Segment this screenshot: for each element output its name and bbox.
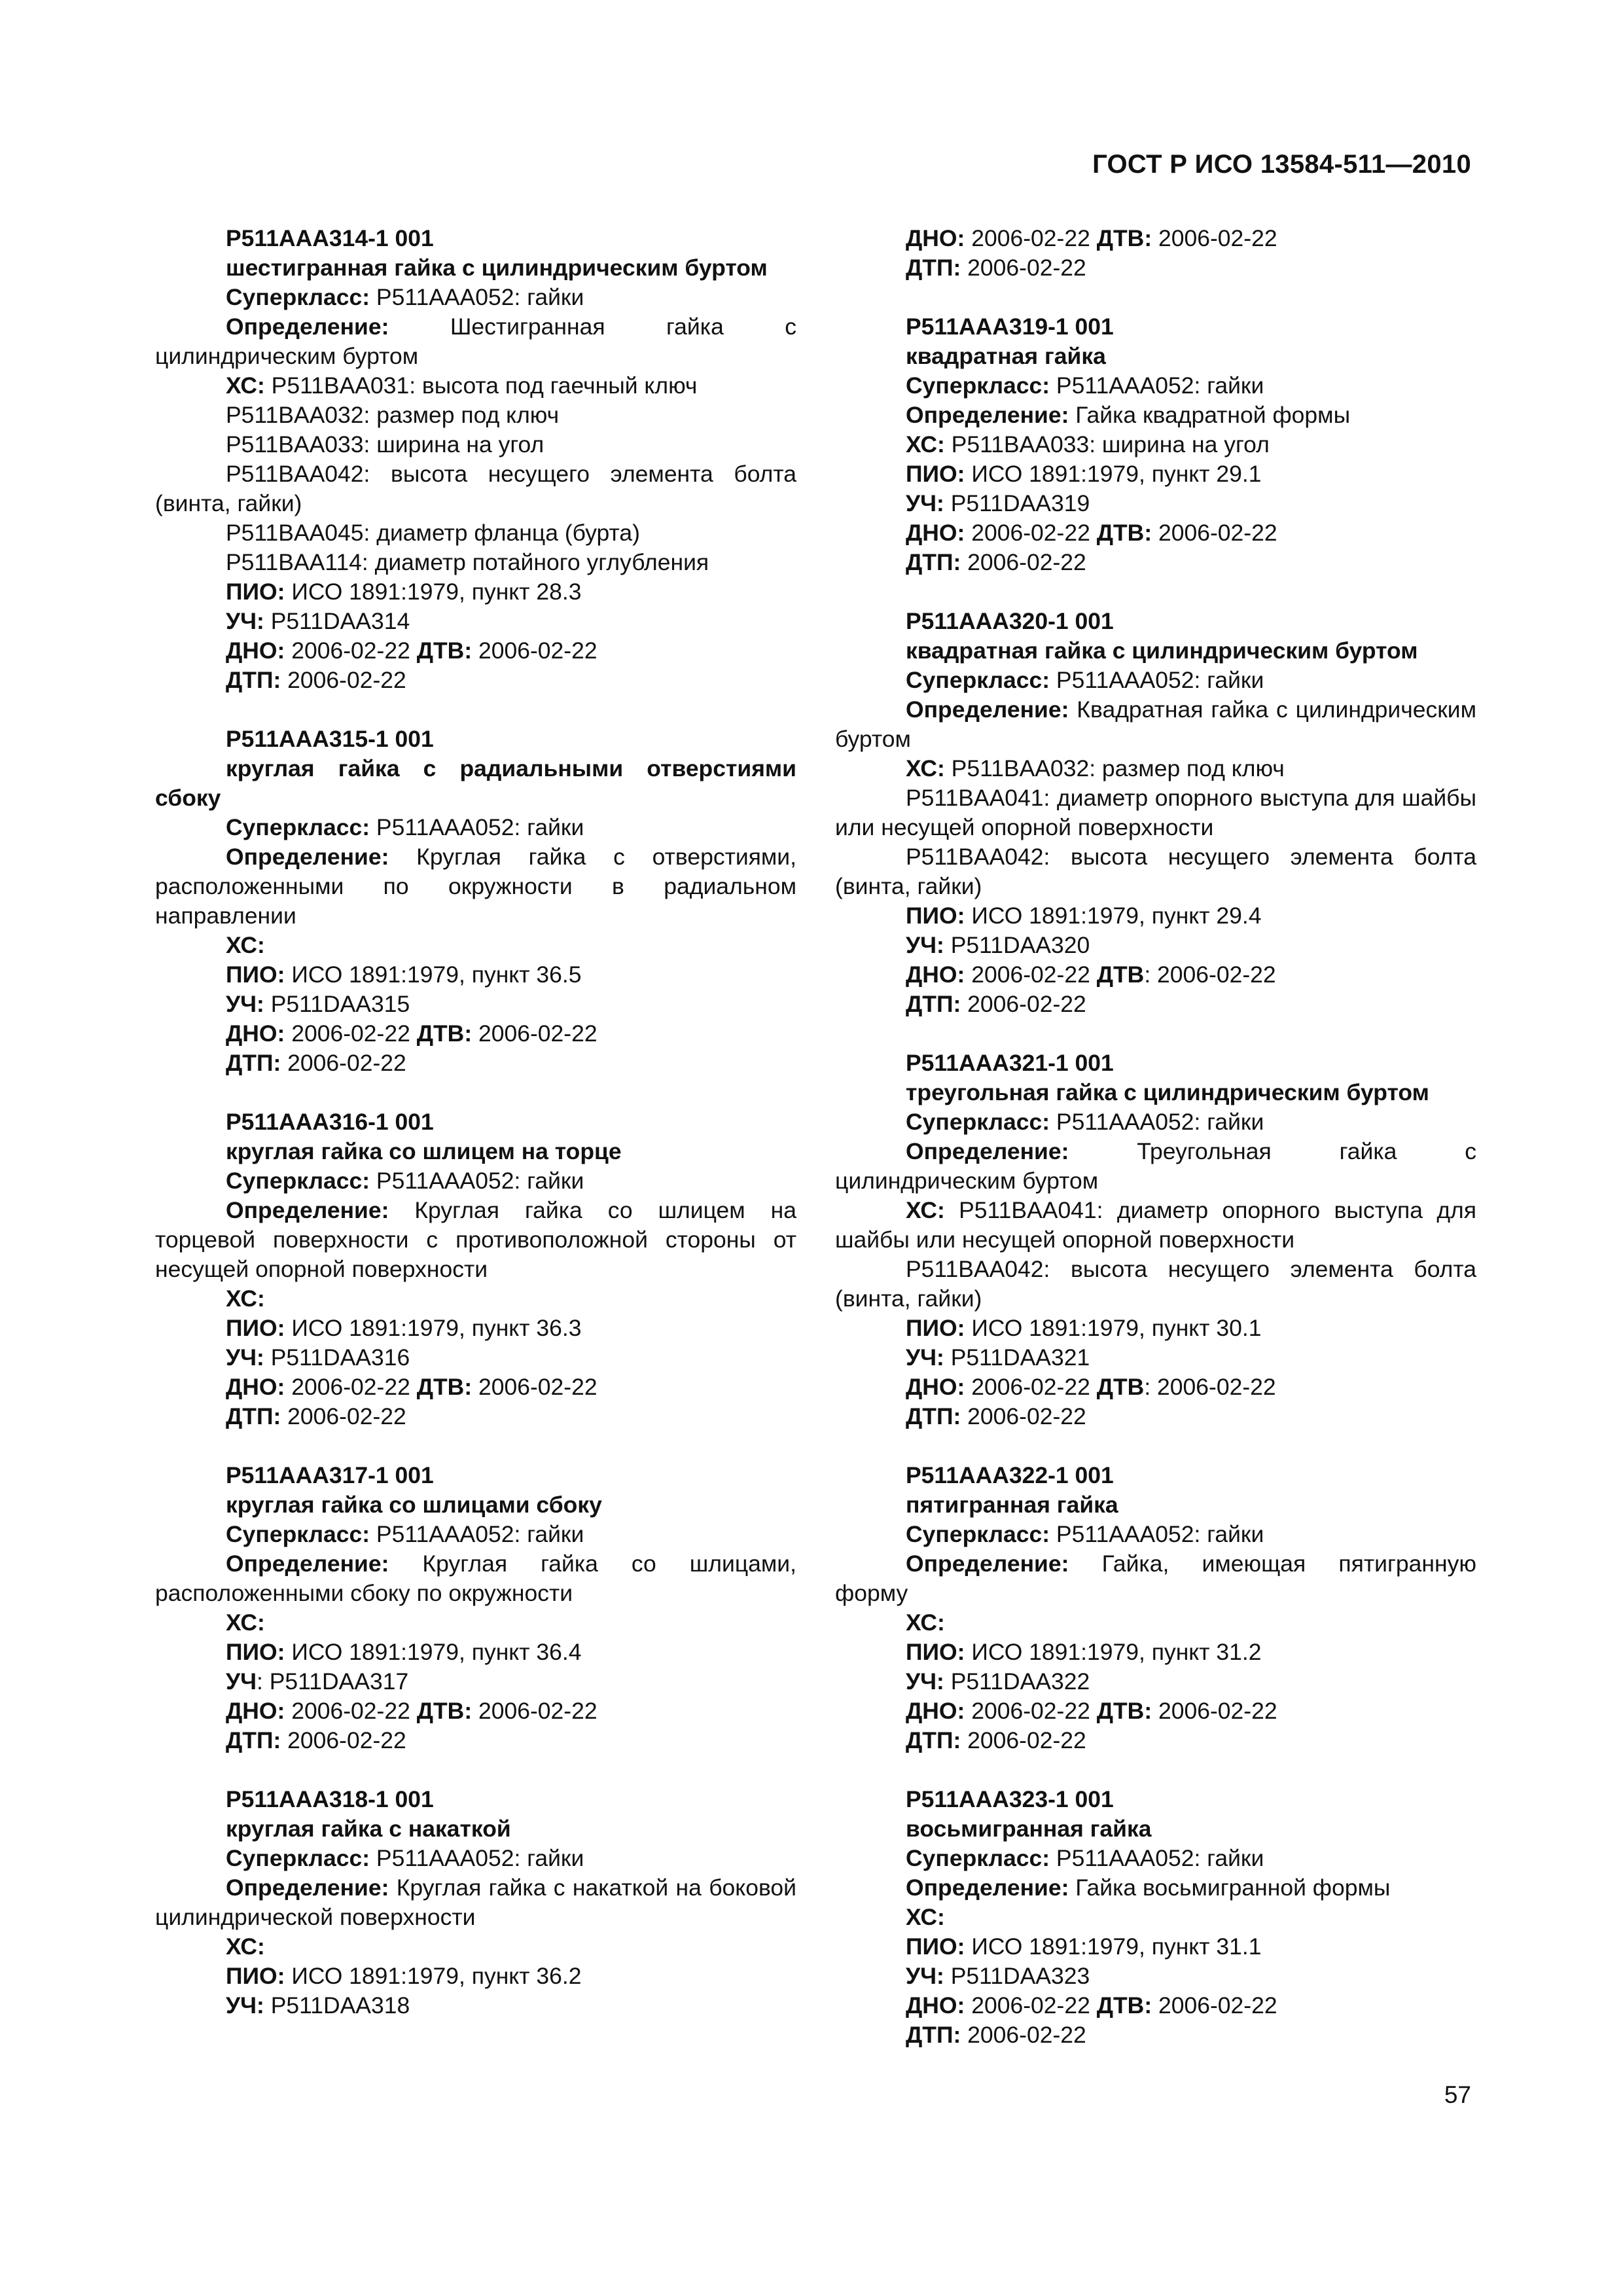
entry-p511aaa319 (835, 312, 1476, 577)
uch-line: УЧ: P511DAA319 (906, 490, 1090, 516)
entry-p511aaa320 (835, 607, 1476, 1019)
dates-line: ДНО: 2006-02-22 ДТВ: 2006-02-22 (226, 637, 597, 664)
xc-line: P511BAA041: диаметр опорного выступа для шайбы или несущей опорной поверхности (835, 785, 1476, 840)
superclass-line: Суперкласс: P511AAA052: гайки (906, 1109, 1264, 1135)
entry-continuation (835, 224, 1476, 283)
entry-code: P511AAA321-1 001 (906, 1050, 1114, 1076)
definition-line: Определение: Треугольная гайка с цилиндрическим буртом (835, 1138, 1476, 1194)
entry-name: круглая гайка с радиальными отверстиями сбоку (155, 755, 796, 811)
pio-line: ПИО: ИСО 1891:1979, пункт 29.4 (906, 903, 1262, 929)
dtp-line: ДТП: 2006-02-22 (226, 1727, 406, 1753)
xc-line: ХС: (906, 1609, 945, 1636)
entry-p511aaa317 (155, 1461, 796, 1755)
pio-line: ПИО: ИСО 1891:1979, пункт 28.3 (226, 579, 582, 605)
uch-line: УЧ: P511DAA316 (226, 1344, 410, 1371)
xc-line: ХС: P511BAA032: размер под ключ (906, 755, 1285, 781)
superclass-line: Суперкласс: P511AAA052: гайки (226, 1845, 584, 1871)
document-header: ГОСТ Р ИСО 13584-511—2010 (1092, 150, 1471, 179)
page-number: 57 (1444, 2081, 1471, 2108)
entry-name: квадратная гайка (906, 343, 1106, 369)
entry-code: P511AAA317-1 001 (226, 1462, 434, 1488)
superclass-line: Суперкласс: P511AAA052: гайки (226, 814, 584, 840)
dtp-line: ДТП: 2006-02-22 (906, 549, 1086, 575)
dtp-line: ДТП: 2006-02-22 (906, 2022, 1086, 2048)
uch-line: УЧ: P511DAA318 (226, 1992, 410, 2018)
pio-line: ПИО: ИСО 1891:1979, пункт 36.3 (226, 1315, 582, 1341)
uch-line: УЧ: P511DAA320 (906, 932, 1090, 958)
dates-line: ДНО: 2006-02-22 ДТВ: 2006-02-22 (906, 225, 1277, 251)
xc-line: P511BAA042: высота несущего элемента болта (винта, гайки) (835, 844, 1476, 899)
definition-line: Определение: Круглая гайка со шлицами, расположенными сбоку по окружности (155, 1551, 796, 1606)
definition-line: Определение: Квадратная гайка с цилиндрическим буртом (835, 696, 1476, 752)
entry-code: P511AAA318-1 001 (226, 1786, 434, 1812)
xc-line: ХС: (226, 1933, 265, 1960)
pio-line: ПИО: ИСО 1891:1979, пункт 30.1 (906, 1315, 1262, 1341)
entry-name: круглая гайка со шлицем на торце (226, 1138, 622, 1164)
pio-line: ПИО: ИСО 1891:1979, пункт 36.5 (226, 961, 582, 988)
superclass-line: Суперкласс: P511AAA052: гайки (226, 1521, 584, 1547)
entry-name: круглая гайка со шлицами сбоку (226, 1492, 602, 1518)
pio-line: ПИО: ИСО 1891:1979, пункт 29.1 (906, 461, 1262, 487)
xc-line: ХС: (226, 932, 265, 958)
right-column (835, 224, 1476, 2079)
xc-line: ХС: P511BAA041: диаметр опорного выступа для шайбы или несущей опорной поверхности (835, 1197, 1476, 1253)
dtp-line: ДТП: 2006-02-22 (906, 255, 1086, 281)
xc-line: ХС: (226, 1609, 265, 1636)
entry-p511aaa322 (835, 1461, 1476, 1755)
left-column (155, 224, 796, 2050)
entry-code: P511AAA316-1 001 (226, 1109, 434, 1135)
dates-line: ДНО: 2006-02-22 ДТВ: 2006-02-22 (906, 1698, 1277, 1724)
xc-line: P511BAA042: высота несущего элемента болта (винта, гайки) (835, 1256, 1476, 1312)
uch-line: УЧ: P511DAA323 (906, 1963, 1090, 1989)
superclass-line: Суперкласс: P511AAA052: гайки (906, 372, 1264, 399)
definition-line: Определение: Круглая гайка с отверстиями, расположенными по окружности в радиальном направлении (155, 844, 796, 929)
uch-line: УЧ: P511DAA315 (226, 991, 410, 1017)
superclass-line: Суперкласс: P511AAA052: гайки (906, 667, 1264, 693)
dates-line: ДНО: 2006-02-22 ДТВ: 2006-02-22 (906, 1992, 1277, 2018)
dtp-line: ДТП: 2006-02-22 (226, 667, 406, 693)
entry-name: шестигранная гайка с цилиндрическим буртом (226, 255, 768, 281)
dates-line: ДНО: 2006-02-22 ДТВ: 2006-02-22 (906, 520, 1277, 546)
uch-line: УЧ: P511DAA322 (906, 1668, 1090, 1695)
entry-p511aaa323 (835, 1785, 1476, 2050)
dates-line: ДНО: 2006-02-22 ДТВ: 2006-02-22 (906, 1374, 1276, 1400)
definition-line: Определение: Гайка восьмигранной формы (906, 1874, 1391, 1901)
uch-line: УЧ: P511DAA321 (906, 1344, 1090, 1371)
entry-code: P511AAA314-1 001 (226, 225, 434, 251)
dates-line: ДНО: 2006-02-22 ДТВ: 2006-02-22 (906, 961, 1276, 988)
entry-name: треугольная гайка с цилиндрическим буртом (906, 1079, 1429, 1105)
pio-line: ПИО: ИСО 1891:1979, пункт 36.2 (226, 1963, 582, 1989)
entry-code: P511AAA320-1 001 (906, 608, 1114, 634)
entry-name: круглая гайка с накаткой (226, 1816, 511, 1842)
dates-line: ДНО: 2006-02-22 ДТВ: 2006-02-22 (226, 1374, 597, 1400)
superclass-line: Суперкласс: P511AAA052: гайки (906, 1521, 1264, 1547)
entry-name: квадратная гайка с цилиндрическим буртом (906, 637, 1418, 664)
xc-line: ХС: (226, 1285, 265, 1312)
uch-line: УЧ: P511DAA317 (226, 1668, 409, 1695)
definition-line: Определение: Гайка, имеющая пятигранную форму (835, 1551, 1476, 1606)
xc-line: ХС: P511BAA031: высота под гаечный ключ (226, 372, 698, 399)
definition-line: Определение: Шестигранная гайка с цилиндрическим буртом (155, 314, 796, 369)
dtp-line: ДТП: 2006-02-22 (906, 991, 1086, 1017)
xc-line: P511BAA032: размер под ключ (226, 402, 560, 428)
entry-name: восьмигранная гайка (906, 1816, 1152, 1842)
entry-name: пятигранная гайка (906, 1492, 1118, 1518)
dtp-line: ДТП: 2006-02-22 (906, 1727, 1086, 1753)
xc-line: P511BAA042: высота несущего элемента болта (винта, гайки) (155, 461, 796, 516)
xc-line: P511BAA114: диаметр потайного углубления (226, 549, 709, 575)
xc-line: ХС: (906, 1904, 945, 1930)
uch-line: УЧ: P511DAA314 (226, 608, 410, 634)
pio-line: ПИО: ИСО 1891:1979, пункт 36.4 (226, 1639, 582, 1665)
dtp-line: ДТП: 2006-02-22 (906, 1403, 1086, 1429)
definition-line: Определение: Круглая гайка с накаткой на боковой цилиндрической поверхности (155, 1874, 796, 1930)
entry-code: P511AAA315-1 001 (226, 726, 434, 752)
xc-line: P511BAA033: ширина на угол (226, 431, 544, 457)
entry-p511aaa321 (835, 1049, 1476, 1431)
pio-line: ПИО: ИСО 1891:1979, пункт 31.2 (906, 1639, 1262, 1665)
xc-line: P511BAA045: диаметр фланца (бурта) (226, 520, 640, 546)
dates-line: ДНО: 2006-02-22 ДТВ: 2006-02-22 (226, 1698, 597, 1724)
definition-line: Определение: Гайка квадратной формы (906, 402, 1351, 428)
pio-line: ПИО: ИСО 1891:1979, пункт 31.1 (906, 1933, 1262, 1960)
xc-line: ХС: P511BAA033: ширина на угол (906, 431, 1270, 457)
entry-code: P511AAA323-1 001 (906, 1786, 1114, 1812)
dtp-line: ДТП: 2006-02-22 (226, 1050, 406, 1076)
entry-p511aaa314 (155, 224, 796, 695)
dates-line: ДНО: 2006-02-22 ДТВ: 2006-02-22 (226, 1020, 597, 1047)
entry-code: P511AAA322-1 001 (906, 1462, 1114, 1488)
dtp-line: ДТП: 2006-02-22 (226, 1403, 406, 1429)
entry-p511aaa315 (155, 725, 796, 1078)
superclass-line: Суперкласс: P511AAA052: гайки (226, 284, 584, 310)
entry-p511aaa318 (155, 1785, 796, 2020)
entry-code: P511AAA319-1 001 (906, 314, 1114, 340)
superclass-line: Суперкласс: P511AAA052: гайки (226, 1168, 584, 1194)
superclass-line: Суперкласс: P511AAA052: гайки (906, 1845, 1264, 1871)
entry-p511aaa316 (155, 1107, 796, 1431)
definition-line: Определение: Круглая гайка со шлицем на торцевой поверхности с противоположной стороны от несущей опорной поверхности (155, 1197, 796, 1282)
